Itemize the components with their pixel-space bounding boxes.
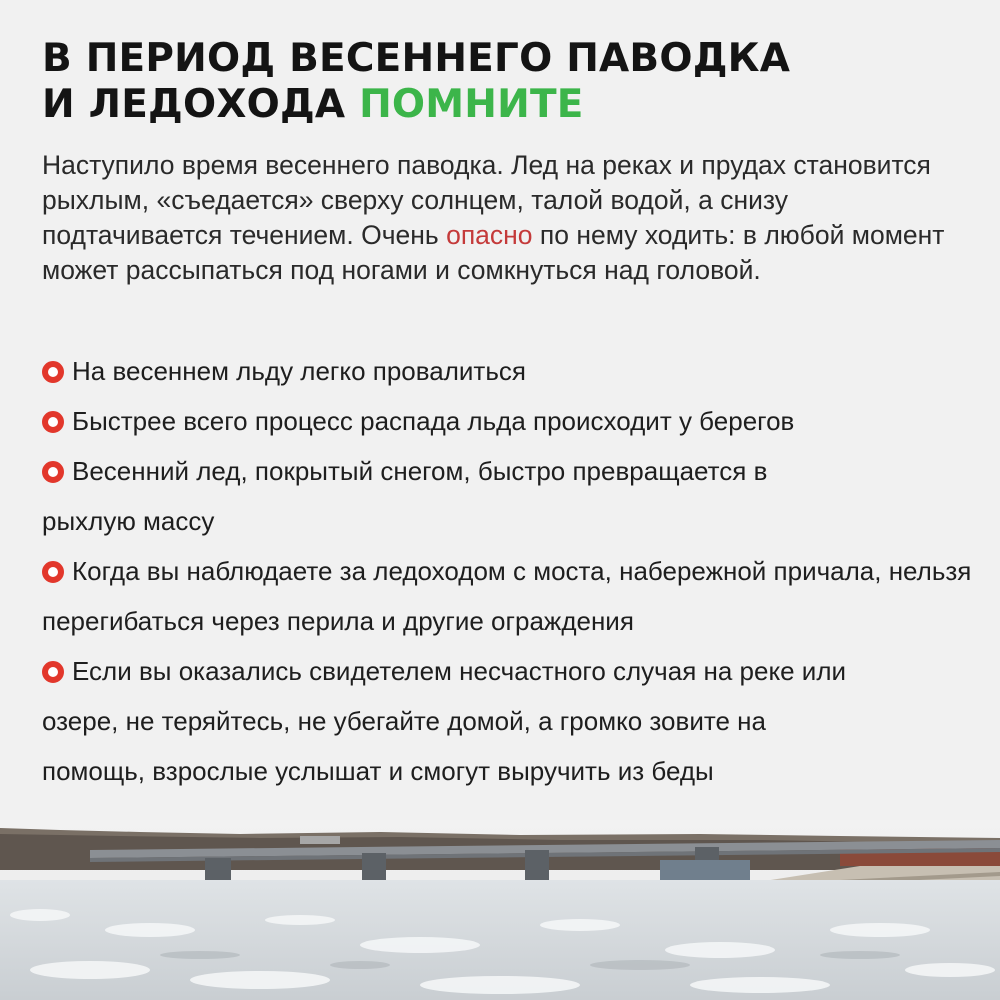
tip-text: На весеннем льду легко провалиться bbox=[72, 356, 526, 386]
intro-paragraph bbox=[42, 148, 972, 288]
red-circle-icon bbox=[42, 361, 64, 383]
safety-tips-list bbox=[42, 346, 992, 796]
river-ice-bridge-photo bbox=[0, 820, 1000, 1000]
tip-item bbox=[42, 646, 872, 796]
tip-item bbox=[42, 546, 977, 646]
tip-item bbox=[42, 346, 992, 396]
red-circle-icon bbox=[42, 411, 64, 433]
page-title bbox=[42, 36, 790, 128]
tip-text: Быстрее всего процесс распада льда происходит у берегов bbox=[72, 406, 795, 436]
intro-text-end: по нему ходить: в любой момент может рассыпаться под ногами и сомкнуться над головой. bbox=[42, 220, 945, 285]
title-accent: ПОМНИТЕ bbox=[359, 82, 584, 127]
red-circle-icon bbox=[42, 461, 64, 483]
tip-text: Когда вы наблюдаете за ледоходом с моста, набережной причала, нельзя перегибаться через перила и другие ограждения bbox=[42, 556, 972, 636]
title-line-2: И ЛЕДОХОДА bbox=[42, 82, 360, 127]
tip-text: Если вы оказались свидетелем несчастного случая на реке или озере, не теряйтесь, не убегайте домой, а громко зовите на помощь, взрослые услышат и смогут выручить из беды bbox=[42, 656, 847, 786]
tip-item bbox=[42, 446, 842, 546]
tip-text: Весенний лед, покрытый снегом, быстро превращается в рыхлую массу bbox=[42, 456, 768, 536]
red-circle-icon bbox=[42, 661, 64, 683]
title-line-1: В ПЕРИОД ВЕСЕННЕГО ПАВОДКА bbox=[42, 36, 791, 81]
red-circle-icon bbox=[42, 561, 64, 583]
tip-item bbox=[42, 396, 992, 446]
intro-text-start: Наступило время весеннего паводка. Лед на реках и прудах становится рыхлым, «съедается» сверху солнцем, талой водой, а снизу подтачивается течением. Очень bbox=[42, 150, 931, 250]
danger-word: опасно bbox=[446, 220, 533, 250]
